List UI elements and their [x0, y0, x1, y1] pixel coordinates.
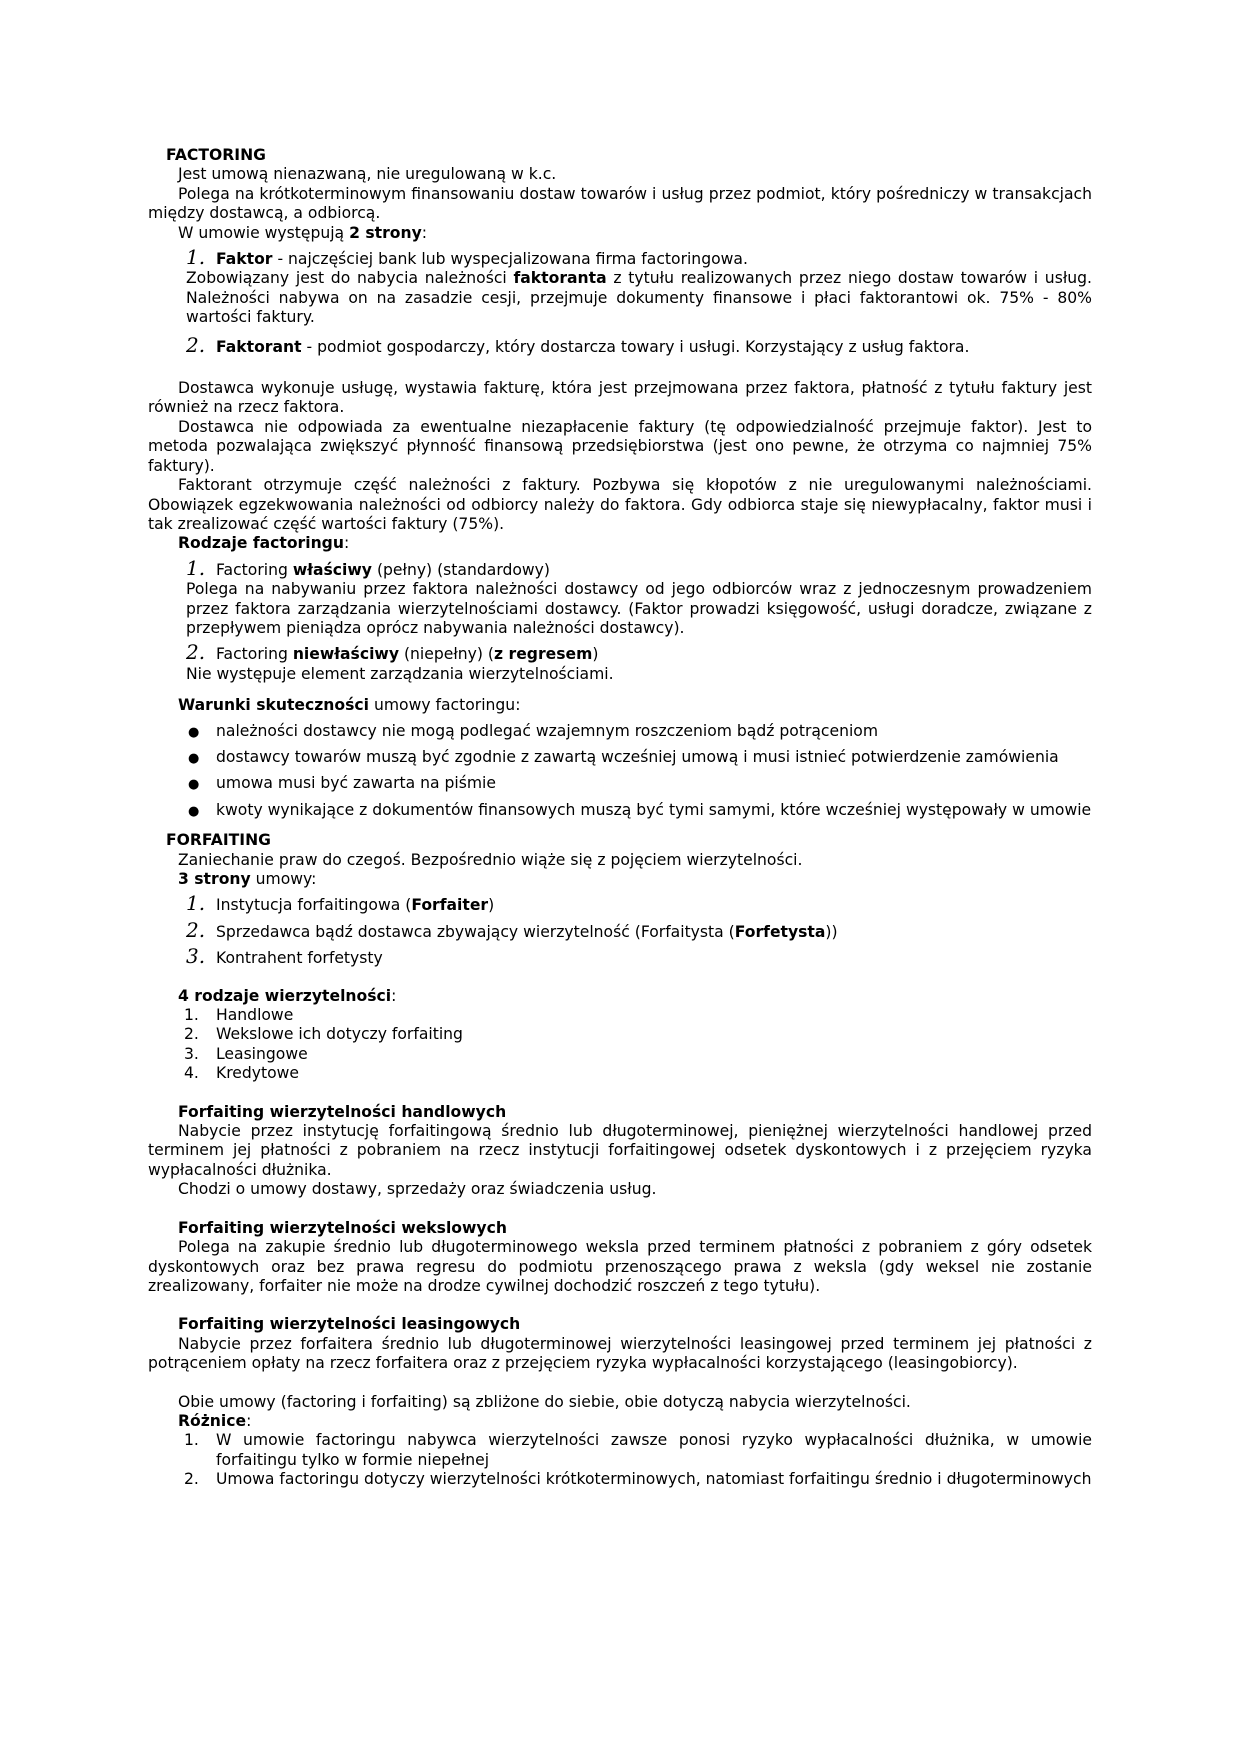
- forfaiting-party-contractor: 3. Kontrahent forfetysty: [148, 947, 1092, 968]
- differences-heading: Różnice:: [178, 1411, 252, 1430]
- list-item: 4. Kredytowe: [184, 1064, 300, 1083]
- factoring-party-faktorant: 2. Faktorant - podmiot gospodarczy, który dostarcza towary i usługi. Korzystający z usług faktora.: [148, 336, 1092, 357]
- faktor-description: Zobowiązany jest do nabycia należności faktoranta z tytułu realizowanych przez niego dostaw towarów i usług. Należności nabywa on na zasadzie cesji, przejmuje dokumenty finansowe i płaci faktorantowi ok. 75% - 80% wartości faktury.: [186, 269, 1092, 327]
- forfaiting-heading: FORFAITING: [166, 831, 271, 850]
- factoring-paragraph: Dostawca nie odpowiada za ewentualne niezapłacenie faktury (tę odpowiedzialność przejmuje faktor). Jest to metoda pozwalająca zwiększyć płynność finansową przedsiębiorstwa (jest ono pewne, że otrzyma co najmniej 75% faktury).: [148, 417, 1092, 475]
- factoring-definition: Jest umową nienazwaną, nie uregulowaną w k.c.: [178, 165, 557, 184]
- factoring-paragraph: Dostawca wykonuje usługę, wystawia fakturę, która jest przejmowana przez faktora, płatność z tytułu faktury jest również na rzecz faktora.: [148, 379, 1092, 417]
- list-item: 2. Umowa factoringu dotyczy wierzytelności krótkoterminowych, natomiast forfaitingu średnio i długoterminowych: [184, 1470, 1092, 1489]
- bullet-icon: ●: [188, 750, 200, 766]
- list-number: 2.: [186, 332, 206, 357]
- list-number: 2.: [186, 640, 206, 665]
- bill-receivables-paragraph: Polega na zakupie średnio lub długoterminowego weksla przed terminem płatności z pobraniem z góry odsetek dyskontowych oraz bez prawa regresu do podmiotu przenoszącego prawa z weksla (gdy weksel nie zostanie zrealizowany, forfaiter nie może na drodze cywilnej dochodzić roszczeń z tego tytułu).: [148, 1238, 1092, 1295]
- list-item: ● należności dostawcy nie mogą podlegać wzajemnym roszczeniom bądź potrąceniom: [148, 722, 1092, 742]
- leasing-receivables-paragraph: Nabycie przez forfaitera średnio lub długoterminowej wierzytelności leasingowej przed terminem jej płatności z potrąceniem opłaty na rzecz forfaitera oraz z przejęciem ryzyka wypłacalności korzystającego (leasingobiorcy).: [148, 1334, 1092, 1373]
- factoring-conditions-heading: Warunki skuteczności umowy factoringu:: [178, 696, 521, 715]
- forfaiting-party-seller: 2. Sprzedawca bądź dostawca zbywający wierzytelność (Forfaitysta (Forfetysta)): [148, 921, 1092, 942]
- trade-receivables-paragraph: Nabycie przez instytucję forfaitingową średnio lub długoterminowej, pieniężnej wierzytelności handlowej przed terminem jej płatności z pobraniem na rzecz instytucji forfaitingowej odsetek dyskontowych i z przejęciem ryzyka wypłacalności dłużnika.: [148, 1122, 1092, 1179]
- list-item: ● umowa musi być zawarta na piśmie: [148, 774, 1092, 794]
- comparison-paragraph: Obie umowy (factoring i forfaiting) są zbliżone do siebie, obie dotyczą nabycia wierzytelności.: [178, 1392, 911, 1411]
- forfaiting-kinds-heading: 4 rodzaje wierzytelności:: [178, 986, 397, 1005]
- trade-receivables-paragraph: Chodzi o umowy dostawy, sprzedaży oraz świadczenia usług.: [178, 1180, 657, 1199]
- forfaiting-parties-heading: 3 strony umowy:: [178, 870, 317, 888]
- list-number: 1.: [186, 245, 206, 270]
- bullet-icon: ●: [188, 777, 200, 793]
- factoring-heading: FACTORING: [166, 146, 266, 164]
- forfaiting-definition: Zaniechanie praw do czegoś. Bezpośrednio wiąże się z pojęciem wierzytelności.: [178, 850, 803, 869]
- factoring-type-proper: 1. Factoring właściwy (pełny) (standardowy): [148, 559, 1092, 580]
- trade-receivables-heading: Forfaiting wierzytelności handlowych: [178, 1102, 507, 1121]
- bill-receivables-heading: Forfaiting wierzytelności wekslowych: [178, 1218, 507, 1237]
- factoring-paragraph: Faktorant otrzymuje część należności z faktury. Pozbywa się kłopotów z nie uregulowanymi należnościami. Obowiązek egzekwowania należności od odbiorcy należy do faktora. Gdy odbiorca staje się niewypłacalny, faktor musi i tak zrealizować część wartości faktury (75%).: [148, 476, 1092, 533]
- list-item: 1. W umowie factoringu nabywca wierzytelności zawsze ponosi ryzyko wypłacalności dłużnika, w umowie forfaitingu tylko w formie niepełnej: [184, 1431, 1092, 1469]
- list-item: ● dostawcy towarów muszą być zgodnie z zawartą wcześniej umową i musi istnieć potwierdzenie zamówienia: [148, 748, 1092, 768]
- factoring-party-faktor: 1. Faktor - najczęściej bank lub wyspecjalizowana firma factoringowa.: [148, 248, 1092, 269]
- factoring-parties-intro: W umowie występują 2 strony:: [178, 223, 428, 242]
- list-item: 1. Handlowe: [184, 1006, 294, 1025]
- factoring-type-improper: 2. Factoring niewłaściwy (niepełny) (z regresem): [148, 643, 1092, 664]
- factoring-type-proper-description: Polega na nabywaniu przez faktora należności dostawcy od jego odbiorców wraz z jednoczesnym prowadzeniem przez faktora zarządzania wierzytelnościami dostawcy. (Faktor prowadzi księgowość, usługi doradcze, związane z przepływem pieniądza oprócz nabywania należności dostawcy).: [186, 580, 1092, 637]
- factoring-description: Polega na krótkoterminowym finansowaniu dostaw towarów i usług przez podmiot, który pośredniczy w transakcjach między dostawcą, a odbiorcą.: [148, 184, 1092, 223]
- bullet-icon: ●: [188, 724, 200, 740]
- list-item: 3. Leasingowe: [184, 1044, 308, 1063]
- forfaiting-party-forfaiter: 1. Instytucja forfaitingowa (Forfaiter): [148, 894, 1092, 915]
- factoring-type-improper-description: Nie występuje element zarządzania wierzytelnościami.: [186, 664, 614, 683]
- list-number: 1.: [186, 891, 206, 916]
- list-number: 3.: [186, 944, 206, 969]
- list-item: 2. Wekslowe ich dotyczy forfaiting: [184, 1025, 463, 1044]
- leasing-receivables-heading: Forfaiting wierzytelności leasingowych: [178, 1315, 521, 1334]
- list-number: 1.: [186, 555, 206, 580]
- bullet-icon: ●: [188, 803, 200, 819]
- factoring-types-heading: Rodzaje factoringu:: [178, 534, 350, 553]
- list-item: ● kwoty wynikające z dokumentów finansowych muszą być tymi samymi, które wcześniej występowały w umowie: [148, 801, 1092, 821]
- list-number: 2.: [186, 917, 206, 942]
